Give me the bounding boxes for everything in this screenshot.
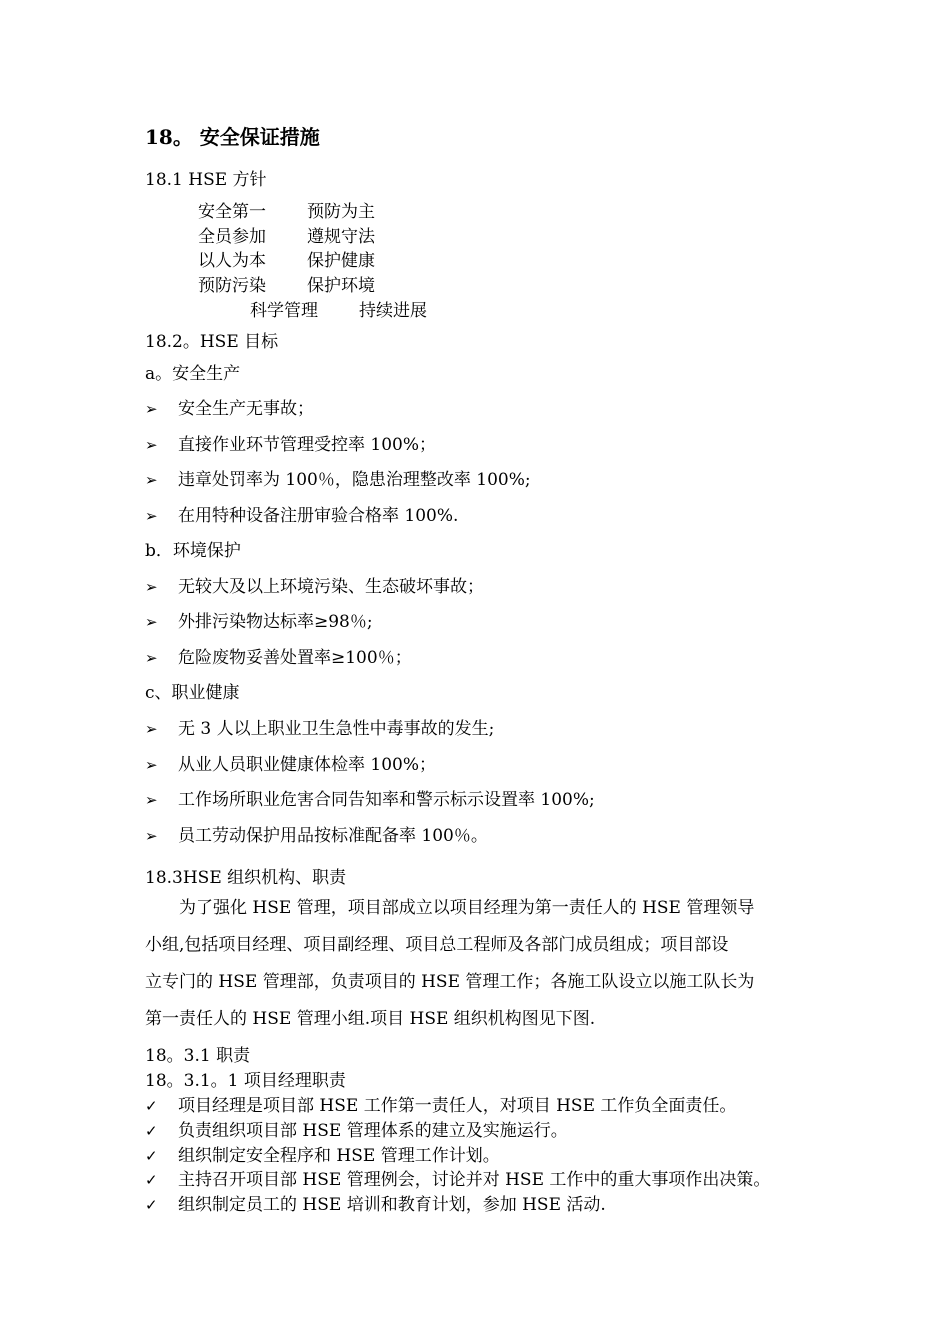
list-item-text: 负责组织项目部 HSE 管理体系的建立及实施运行。 [178,1121,568,1141]
duties-subtitle: 18。3.1。1 项目经理职责 [145,1071,346,1091]
section-heading: 18。 安全保证措施 [145,125,320,149]
list-item-text: 项目经理是项目部 HSE 工作第一责任人，对项目 HSE 工作负全面责任。 [178,1096,737,1116]
list-item-text: 在用特种设备注册审验合格率 100%. [178,506,459,526]
policy-item: 安全第一 [198,202,266,222]
arrow-bullet-icon: ➢ [145,827,158,845]
list-item [145,1121,568,1141]
arrow-bullet-icon: ➢ [145,507,158,525]
health-title: c、职业健康 [145,683,240,703]
list-item-text: 危险废物妥善处置率≥100％； [178,648,412,668]
arrow-bullet-icon: ➢ [145,756,158,774]
list-item-text: 直接作业环节管理受控率 100%； [178,435,437,455]
organization-title: 18.3HSE 组织机构、职责 [145,868,347,888]
list-item [145,506,458,526]
paragraph-line: 小组,包括项目经理、项目副经理、项目总工程师及各部门成员组成；项目部设 [145,935,729,955]
environment-title: b．环境保护 [145,541,241,561]
list-item [145,612,373,632]
policy-item: 预防为主 [307,202,375,222]
list-item [145,1195,606,1215]
policy-item: 保护环境 [307,276,375,296]
arrow-bullet-icon: ➢ [145,791,158,809]
list-item-text: 工作场所职业危害合同告知率和警示标示设置率 100%; [178,790,595,810]
arrow-bullet-icon: ➢ [145,649,158,667]
list-item-text: 从业人员职业健康体检率 100%； [178,755,437,775]
safety-title: a。安全生产 [145,364,241,384]
check-bullet-icon: ✓ [145,1147,158,1165]
list-item [145,470,531,490]
check-bullet-icon: ✓ [145,1122,158,1140]
list-item [145,399,314,419]
list-item-text: 主持召开项目部 HSE 管理例会，讨论并对 HSE 工作中的重大事项作出决策。 [178,1170,771,1190]
arrow-bullet-icon: ➢ [145,578,158,596]
list-item-text: 外排污染物达标率≥98％; [178,612,373,632]
list-item-text: 组织制定安全程序和 HSE 管理工作计划。 [178,1146,500,1166]
list-item [145,1096,736,1116]
paragraph-line: 为了强化 HSE 管理，项目部成立以项目经理为第一责任人的 HSE 管理领导 [179,898,755,918]
arrow-bullet-icon: ➢ [145,613,158,631]
arrow-bullet-icon: ➢ [145,471,158,489]
policy-item: 保护健康 [307,251,375,271]
paragraph-line: 立专门的 HSE 管理部，负责项目的 HSE 管理工作；各施工队设立以施工队长为 [145,972,755,992]
list-item [145,435,436,455]
goals-title: 18.2。HSE 目标 [145,332,279,352]
policy-item: 全员参加 [198,227,266,247]
list-item [145,719,494,739]
list-item-text: 组织制定员工的 HSE 培训和教育计划，参加 HSE 活动. [178,1195,606,1215]
list-item-text: 安全生产无事故； [178,399,314,419]
list-item [145,755,436,775]
policy-item: 持续进展 [359,301,427,321]
check-bullet-icon: ✓ [145,1171,158,1189]
check-bullet-icon: ✓ [145,1196,158,1214]
policy-item: 以人为本 [198,251,266,271]
policy-title: 18.1 HSE 方针 [145,170,267,190]
list-item [145,1170,770,1190]
arrow-bullet-icon: ➢ [145,720,158,738]
list-item [145,826,488,846]
policy-item: 预防污染 [198,276,266,296]
list-item-text: 无 3 人以上职业卫生急性中毒事故的发生; [178,719,495,739]
organization-paragraph [145,890,815,1038]
policy-item: 科学管理 [250,301,318,321]
list-item [145,1146,500,1166]
duties-title: 18。3.1 职责 [145,1046,251,1066]
list-item [145,577,484,597]
policy-item: 遵规守法 [307,227,375,247]
list-item-text: 无较大及以上环境污染、生态破坏事故； [178,577,484,597]
check-bullet-icon: ✓ [145,1097,158,1115]
list-item-text: 违章处罚率为 100％，隐患治理整改率 100%; [178,470,531,490]
arrow-bullet-icon: ➢ [145,400,158,418]
list-item [145,648,412,668]
arrow-bullet-icon: ➢ [145,436,158,454]
paragraph-line: 第一责任人的 HSE 管理小组.项目 HSE 组织机构图见下图. [145,1009,596,1029]
list-item [145,790,595,810]
list-item-text: 员工劳动保护用品按标准配备率 100％。 [178,826,488,846]
